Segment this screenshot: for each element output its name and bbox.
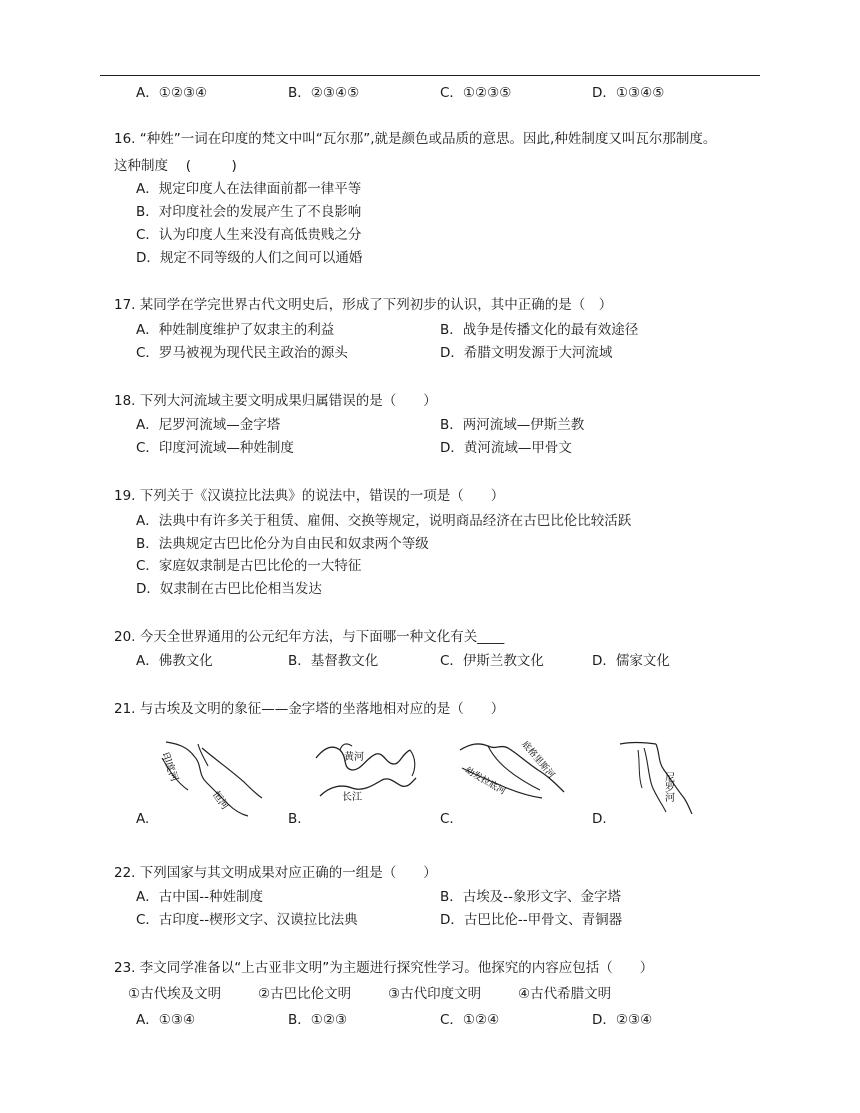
q22-option-d[interactable]: D．古巴比伦--甲骨文、青铜器 — [440, 912, 623, 928]
q15-option-b[interactable]: B．②③④⑤ — [288, 85, 360, 101]
map-c-mesopotamia[interactable] — [458, 740, 568, 800]
q23-item-3: ③古代印度文明 — [388, 986, 482, 1002]
q16-option-c[interactable]: C．认为印度人生来没有高低贵贱之分 — [136, 227, 362, 243]
map-c-label-1: 底格里斯河 — [519, 740, 556, 781]
q19-stem: 19. 下列关于《汉谟拉比法典》的说法中，错误的一项是（ ） — [114, 488, 505, 504]
map-b-label-1: 黄河 — [344, 752, 364, 763]
q23-stem: 23. 李文同学准备以“上古亚非文明”为主题进行探究性学习。他探究的内容应包括（ ） — [114, 960, 654, 976]
q20-stem: 20. 今天全世界通用的公元纪年方法，与下面哪一种文化有关____ — [114, 629, 505, 645]
q22-stem: 22. 下列国家与其文明成果对应正确的一组是（ ） — [114, 865, 437, 881]
q21-option-b[interactable]: B. — [288, 811, 302, 827]
q23-option-d[interactable]: D．②③④ — [592, 1012, 653, 1028]
q21-option-a[interactable]: A. — [136, 811, 150, 827]
q23-item-2: ②古巴比伦文明 — [258, 986, 352, 1002]
q16-option-d[interactable]: D．规定不同等级的人们之间可以通婚 — [136, 250, 363, 266]
header-rule — [100, 75, 760, 76]
map-b-label-2: 长江 — [342, 792, 362, 802]
q17-option-b[interactable]: B．战争是传播文化的最有效途径 — [440, 322, 639, 338]
q21-option-d[interactable]: D. — [592, 811, 607, 827]
q21-stem: 21. 与古埃及文明的象征——金字塔的坐落地相对应的是（ ） — [114, 701, 505, 717]
map-a-india[interactable] — [158, 738, 268, 820]
q23-item-1: ①古代埃及文明 — [128, 986, 222, 1002]
q19-option-c[interactable]: C．家庭奴隶制是古巴比伦的一大特征 — [136, 558, 362, 574]
q15-option-a[interactable]: A．①②③④ — [136, 85, 208, 101]
q17-option-a[interactable]: A．种姓制度维护了奴隶主的利益 — [136, 322, 335, 338]
q18-option-a[interactable]: A．尼罗河流域—金字塔 — [136, 417, 281, 433]
q18-option-b[interactable]: B．两河流域—伊斯兰教 — [440, 417, 585, 433]
q16-option-a[interactable]: A．规定印度人在法律面前都一律平等 — [136, 181, 362, 197]
q16-stem-line2: 这种制度 ( ) — [114, 158, 237, 174]
q22-option-c[interactable]: C．古印度--楔形文字、汉谟拉比法典 — [136, 912, 358, 928]
q22-option-b[interactable]: B．古埃及--象形文字、金字塔 — [440, 889, 622, 905]
q18-option-c[interactable]: C．印度河流域—种姓制度 — [136, 440, 294, 456]
q19-option-d[interactable]: D．奴隶制在古巴比伦相当发达 — [136, 581, 322, 597]
map-d-label-1: 尼罗河 — [662, 772, 674, 802]
q17-stem: 17. 某同学在学完世界古代文明史后，形成了下列初步的认识，其中正确的是（ ） — [114, 297, 613, 313]
q20-option-a[interactable]: A．佛教文化 — [136, 653, 213, 669]
q18-stem: 18. 下列大河流域主要文明成果归属错误的是（ ） — [114, 393, 437, 409]
map-d-nile[interactable] — [618, 740, 698, 814]
q20-option-d[interactable]: D．儒家文化 — [592, 653, 670, 669]
map-b-china[interactable] — [312, 740, 422, 802]
q18-option-d[interactable]: D．黄河流域—甲骨文 — [440, 440, 572, 456]
q16-stem-line1: 16. “种姓”一词在印度的梵文中叫“瓦尔那”,就是颜色或品质的意思。因此,种姓制度又叫瓦尔那制度。 — [114, 131, 717, 147]
q23-item-4: ④古代希腊文明 — [518, 986, 612, 1002]
map-c-label-2: 幼发拉底河 — [463, 765, 508, 798]
q22-option-a[interactable]: A．古中国--种姓制度 — [136, 889, 263, 905]
q15-option-d[interactable]: D．①③④⑤ — [592, 85, 665, 101]
q15-option-c[interactable]: C．①②③⑤ — [440, 85, 512, 101]
q21-option-c[interactable]: C. — [440, 811, 454, 827]
q20-option-c[interactable]: C．伊斯兰教文化 — [440, 653, 544, 669]
q23-option-b[interactable]: B．①②③ — [288, 1012, 348, 1028]
map-a-label-1: 印度河 — [159, 751, 180, 784]
q20-option-b[interactable]: B．基督教文化 — [288, 653, 379, 669]
q17-option-c[interactable]: C．罗马被视为现代民主政治的源头 — [136, 345, 348, 361]
q16-option-b[interactable]: B．对印度社会的发展产生了不良影响 — [136, 204, 362, 220]
q23-option-a[interactable]: A．①③④ — [136, 1012, 196, 1028]
q19-option-a[interactable]: A．法典中有许多关于租赁、雇佣、交换等规定，说明商品经济在古巴比伦比较活跃 — [136, 513, 632, 529]
map-a-label-2: 恒河 — [209, 789, 231, 813]
q23-option-c[interactable]: C．①②④ — [440, 1012, 500, 1028]
q19-option-b[interactable]: B．法典规定古巴比伦分为自由民和奴隶两个等级 — [136, 536, 429, 552]
q17-option-d[interactable]: D．希腊文明发源于大河流域 — [440, 345, 613, 361]
